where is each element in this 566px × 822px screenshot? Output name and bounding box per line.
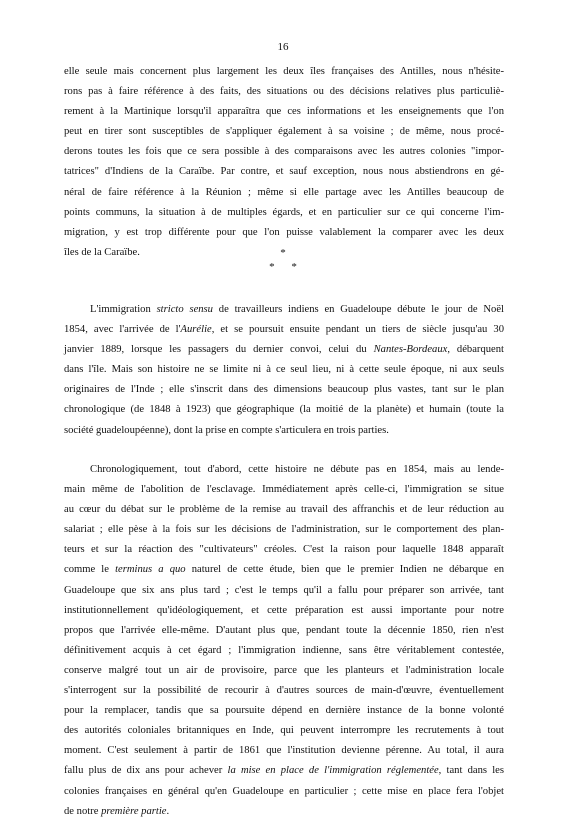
text-line: tatrices" d'Indiens de la Caraïbe. Par contre, et sauf exception, nous nous abstiendrons en gé- <box>64 166 504 178</box>
text-line: janvier 1889, lorsque les passagers du dernier convoi, celui du Nantes-Bordeaux, débarquent <box>64 344 504 356</box>
text-line: de notre première partie. <box>64 805 170 817</box>
text-line: institutionnellement qu'idéologiquement, et cette préparation est aussi importante pour notre <box>64 604 504 616</box>
ship-name: Nantes-Bordeaux <box>373 344 448 356</box>
italic-phrase: la mise en place de l'immigration réglementée <box>227 765 439 777</box>
separator-stars-bottom: * * <box>269 261 297 273</box>
text-line: peut en tirer sont susceptibles de s'appliquer également à sa voisine ; de même, nous procé- <box>64 126 504 138</box>
text-line: rons pas à faire référence à des faits, des situations ou des décisions relatives plus particuliè- <box>64 86 504 98</box>
text-line: fallu plus de dix ans pour achever la mise en place de l'immigration réglementée, tant dans les <box>64 765 504 777</box>
ship-name: Aurélie <box>180 324 212 336</box>
paragraph-continuation <box>64 62 504 263</box>
italic-phrase: première partie <box>101 805 167 817</box>
text-line: L'immigration stricto sensu de travailleurs indiens en Guadeloupe débute le jour de Noël <box>90 304 504 315</box>
text-line: chronologique (de 1848 à 1923) que géographique (la moitié de la planète) et humain (toute la <box>64 404 504 416</box>
section-separator <box>0 247 566 273</box>
text-line: derons toutes les fois que ce sera possible à des comparaisons avec les autres colonies "impor- <box>64 146 504 158</box>
text-line: moment. C'est seulement à partir de 1861 que l'institution devienne pérenne. Au total, il aura <box>64 745 504 757</box>
text-line: migration, y est trop différente pour que l'on puisse valablement la comparer avec les deux <box>64 226 504 238</box>
text-line: îles de la Caraïbe. <box>64 246 140 258</box>
separator-star-top: * <box>280 247 286 259</box>
text-line: dans l'île. Mais son histoire ne se limite ni à ce seul lieu, ni à cette seule époque, ni aux seuls <box>64 364 504 376</box>
text-line: elle seule mais concernent plus largement les deux îles françaises des Antilles, nous n'hésite- <box>64 66 504 77</box>
italic-term: stricto sensu <box>156 304 213 315</box>
text-line: originaires de l'Inde ; elle s'inscrit dans des dimensions beaucoup plus vastes, tant sur le plan <box>64 384 504 396</box>
text-line: pour la remplacer, tandis que sa poursuite dépend en dernière instance de la bonne volonté <box>64 705 504 717</box>
text-line: au cœur du débat sur le problème de la remise au travail des affranchis et de leur réduction au <box>64 504 504 516</box>
italic-term: terminus a quo <box>115 564 186 576</box>
text-line: propos que l'arrivée elle-même. D'autant plus que, pendant toute la décennie 1850, rien n'est <box>64 624 504 636</box>
page-number: 16 <box>277 41 289 53</box>
text-line: définitivement acquis à cet égard ; l'immigration indienne, sans être véritablement contestée, <box>64 644 504 656</box>
text-line: société guadeloupéenne), dont la prise en compte s'articulera en trois parties. <box>64 424 389 436</box>
text-line: main même de l'abolition de l'esclavage. Immédiatement après celle-ci, l'immigration se situe <box>64 484 504 496</box>
text-line: colonies françaises en général qu'en Guadeloupe en particulier ; cette mise en place fera l'objet <box>64 785 504 797</box>
text-line: néral de faire référence à la Réunion ; même si elle partage avec les Antilles beaucoup de <box>64 186 504 198</box>
text-line: rement à la Martinique lorsqu'il apparaîtra que ces informations et les enseignements que l'on <box>64 106 504 118</box>
text-line: salariat ; elle pèse à la fois sur les décisions de l'administration, sur le comportement des plan- <box>64 524 504 536</box>
text-line: points communs, la situation à de multiples égards, et en particulier sur ce qui concerne l'im- <box>64 206 504 218</box>
text-line: teurs et sur la réaction des "cultivateurs" créoles. C'est la raison pour laquelle 1848 apparaît <box>64 544 504 556</box>
paragraph-immigration <box>64 300 504 441</box>
text-line: comme le terminus a quo naturel de cette étude, bien que le premier Indien ne débarque en <box>64 564 505 576</box>
text-line: des autorités coloniales britanniques en Inde, qui peuvent interrompre les recrutements à tout <box>64 725 504 737</box>
text-line: conserve malgré tout un air de provisoire, parce que les planteurs et l'administration locale <box>64 664 504 676</box>
text-line: s'interrogent sur la possibilité de recourir à d'autres sources de main-d'œuvre, éventuellement <box>64 685 504 697</box>
text-line: Guadeloupe que six ans plus tard ; c'est le temps qu'il a fallu pour préparer son arrivée, tant <box>64 584 504 596</box>
text-line: 1854, avec l'arrivée de l'Aurélie, et se poursuit ensuite pendant un tiers de siècle jusqu'au 30 <box>64 324 504 336</box>
text-line: Chronologiquement, tout d'abord, cette histoire ne débute pas en 1854, mais au lende- <box>90 464 504 475</box>
paragraph-chronology <box>64 460 504 822</box>
